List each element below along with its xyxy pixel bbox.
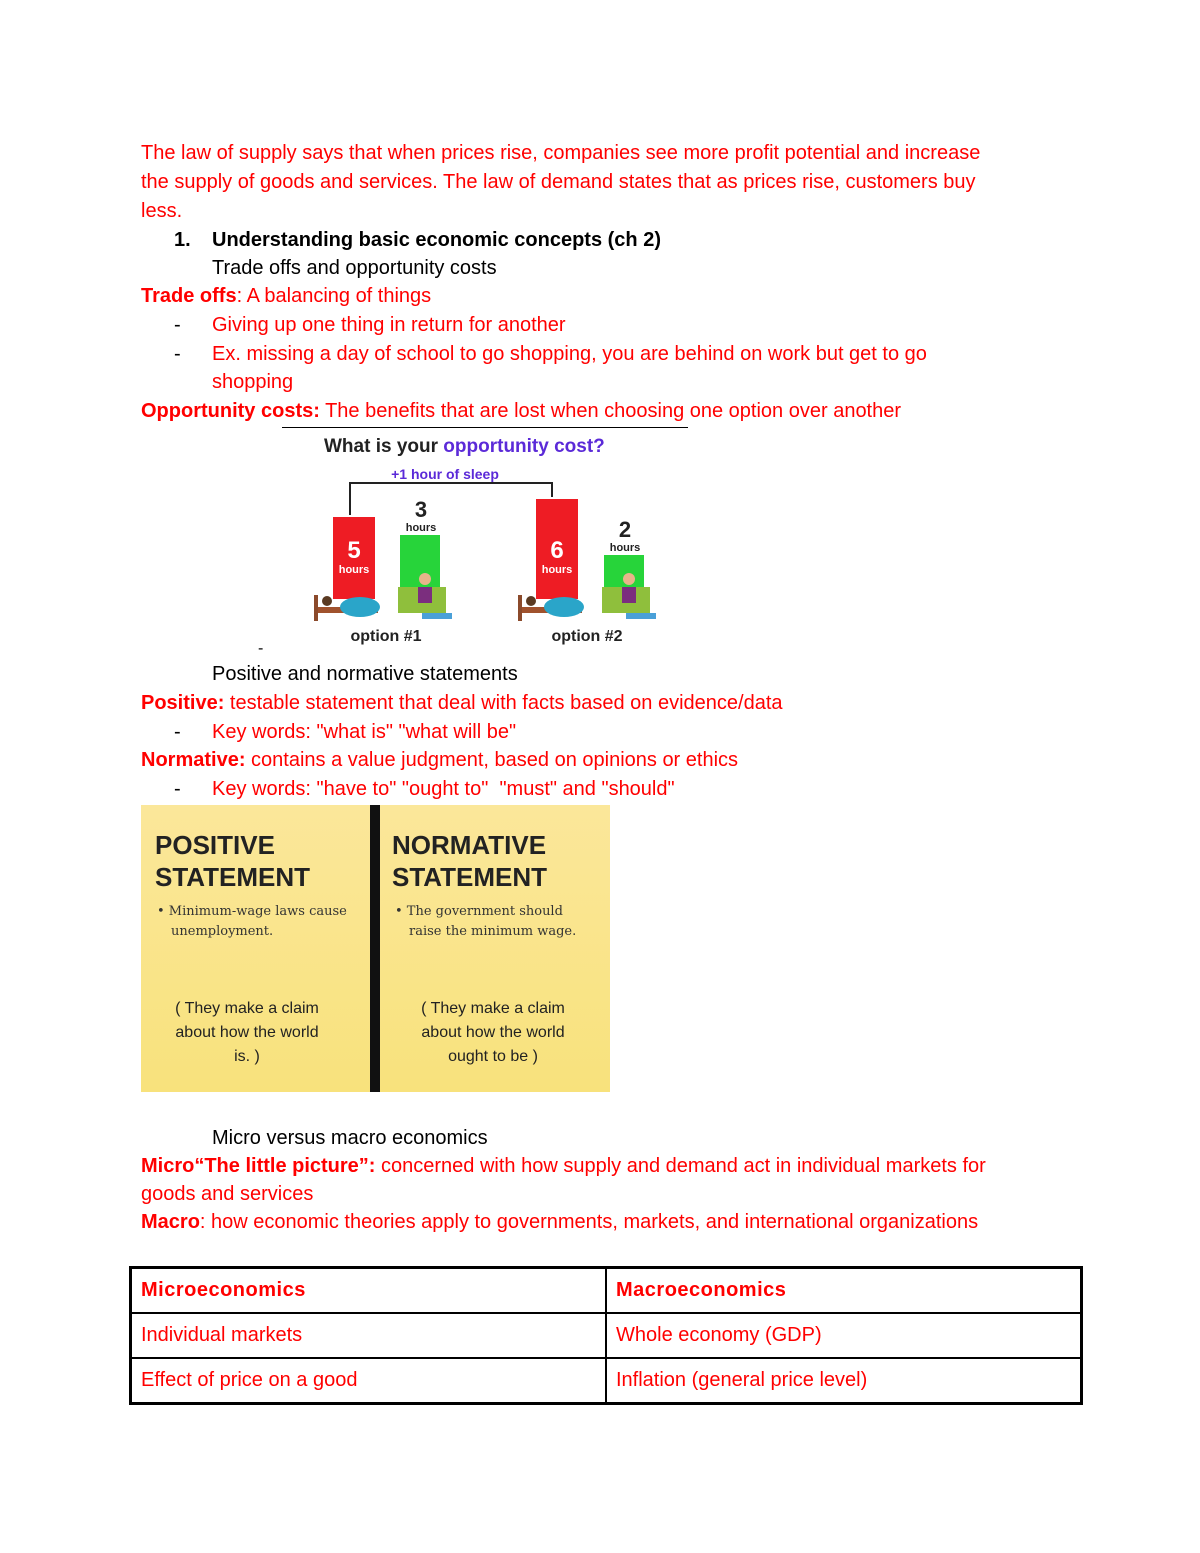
- section-subtitle-tradeoffs: Trade offs and opportunity costs: [212, 257, 497, 279]
- positive-bullet: Key words: "what is" "what will be": [212, 721, 517, 743]
- opportunity-def: The benefits that are lost when choosing one option over another: [319, 400, 902, 422]
- micro-def: concerned with how supply and demand act in individual markets for: [375, 1155, 986, 1177]
- table-cell: Individual markets: [131, 1313, 607, 1358]
- table-header-cell: Microeconomics: [131, 1268, 607, 1314]
- macro-definition: [141, 1208, 978, 1237]
- positive-title-1: POSITIVE: [155, 830, 275, 860]
- tradeoffs-def: : A balancing of things: [236, 285, 432, 307]
- positive-title-2: STATEMENT: [155, 862, 311, 892]
- sleep-unit-option-1: hours: [338, 564, 370, 576]
- intro-line-1: The law of supply says that when prices rise, companies see more profit potential and increase: [141, 142, 981, 164]
- tradeoffs-bullet-2: Ex. missing a day of school to go shopping, you are behind on work but get to go: [212, 343, 927, 365]
- tradeoffs-term: Trade offs: [141, 285, 237, 307]
- intro-line-3: less.: [141, 200, 183, 222]
- macro-def: : how economic theories apply to governments, markets, and international organizations: [199, 1211, 979, 1233]
- bullet-dash: -: [174, 343, 181, 365]
- positive-note-2: about how the world: [175, 1024, 319, 1041]
- figure1-trailing-dash: -: [258, 640, 264, 657]
- normative-bullet: Key words: "have to" "ought to" "must" and "should": [212, 778, 675, 800]
- positive-term: Positive:: [141, 692, 225, 714]
- table-cell: Inflation (general price level): [606, 1358, 1082, 1404]
- table-header-row: [131, 1268, 1082, 1314]
- section-title: Understanding basic economic concepts (ch 2): [212, 229, 661, 251]
- sleep-unit-option-2: hours: [541, 564, 573, 576]
- study-value-option-1: 3: [414, 497, 428, 522]
- figure-title-plain: What is your: [324, 436, 444, 457]
- macro-term: Macro: [141, 1211, 200, 1233]
- opportunity-definition: [141, 397, 901, 426]
- tradeoffs-bullet-1: Giving up one thing in return for another: [212, 314, 566, 336]
- normative-title-1: NORMATIVE: [392, 830, 547, 860]
- intro-line-2: the supply of goods and services. The law of demand states that as prices rise, customers buy: [141, 171, 976, 193]
- normative-term: Normative:: [141, 749, 246, 771]
- normative-note-2: about how the world: [421, 1024, 565, 1041]
- positive-note-1: ( They make a claim: [175, 1000, 319, 1017]
- bracket-label: +1 hour of sleep: [391, 466, 499, 482]
- opportunity-cost-figure: [282, 427, 688, 652]
- micro-term: Micro“The little picture”:: [141, 1155, 376, 1177]
- figure-title-accent: opportunity cost?: [443, 436, 605, 457]
- positive-def: testable statement that deal with facts based on evidence/data: [224, 692, 783, 714]
- reader-body-2: [622, 587, 636, 603]
- positive-normative-figure: [141, 805, 610, 1092]
- normative-title-2: STATEMENT: [392, 862, 548, 892]
- book-stack-1: [422, 613, 452, 619]
- bullet-dash: -: [174, 314, 181, 336]
- positive-example-1: • Minimum-wage laws cause: [157, 904, 347, 919]
- micro-definition-cont: goods and services: [141, 1183, 314, 1205]
- sleep-value-option-1: 5: [347, 537, 361, 564]
- figure-top-rule: [282, 427, 688, 428]
- positive-definition: [141, 689, 783, 718]
- blanket-2: [544, 597, 584, 617]
- book-stack-2: [626, 613, 656, 619]
- option-label-2: option #2: [551, 628, 623, 645]
- figure-title: [324, 436, 605, 457]
- bed-post-1: [314, 595, 318, 621]
- bullet-dash: -: [174, 778, 181, 800]
- opportunity-cost-graphic: [282, 427, 688, 652]
- bed-post-2: [518, 595, 522, 621]
- table-row: [131, 1313, 1082, 1358]
- normative-def: contains a value judgment, based on opinions or ethics: [245, 749, 739, 771]
- blanket-1: [340, 597, 380, 617]
- table-header-cell: Macroeconomics: [606, 1268, 1082, 1314]
- reader-head-1: [419, 573, 431, 585]
- bullet-dash: -: [174, 721, 181, 743]
- reader-body-1: [418, 587, 432, 603]
- figure-divider: [370, 805, 380, 1092]
- tradeoffs-definition: [141, 282, 431, 311]
- option-label-1: option #1: [350, 628, 422, 645]
- micro-definition: [141, 1152, 986, 1181]
- micro-macro-table: [129, 1266, 1083, 1405]
- table-cell: Whole economy (GDP): [606, 1313, 1082, 1358]
- study-unit-option-2: hours: [609, 542, 641, 554]
- study-unit-option-1: hours: [405, 522, 437, 534]
- normative-note-1: ( They make a claim: [421, 1000, 565, 1017]
- study-value-option-2: 2: [618, 517, 632, 542]
- section-subtitle-micro-macro: Micro versus macro economics: [212, 1127, 488, 1149]
- opportunity-term: Opportunity costs:: [141, 400, 320, 422]
- tradeoffs-bullet-2-cont: shopping: [212, 371, 294, 393]
- normative-note-3: ought to be ): [448, 1048, 538, 1065]
- sleep-value-option-2: 6: [550, 537, 564, 564]
- normative-example-2: raise the minimum wage.: [409, 924, 577, 939]
- bracket-line: [350, 483, 552, 515]
- sleeper-head-1: [322, 596, 332, 606]
- sleeper-head-2: [526, 596, 536, 606]
- normative-definition: [141, 746, 738, 775]
- normative-example-1: • The government should: [395, 904, 563, 919]
- section-subtitle-statements: Positive and normative statements: [212, 663, 518, 685]
- table-cell: Effect of price on a good: [131, 1358, 607, 1404]
- positive-note-3: is. ): [234, 1048, 260, 1065]
- table-row: [131, 1358, 1082, 1404]
- positive-example-2: unemployment.: [171, 924, 274, 939]
- section-number: 1.: [174, 229, 191, 251]
- reader-head-2: [623, 573, 635, 585]
